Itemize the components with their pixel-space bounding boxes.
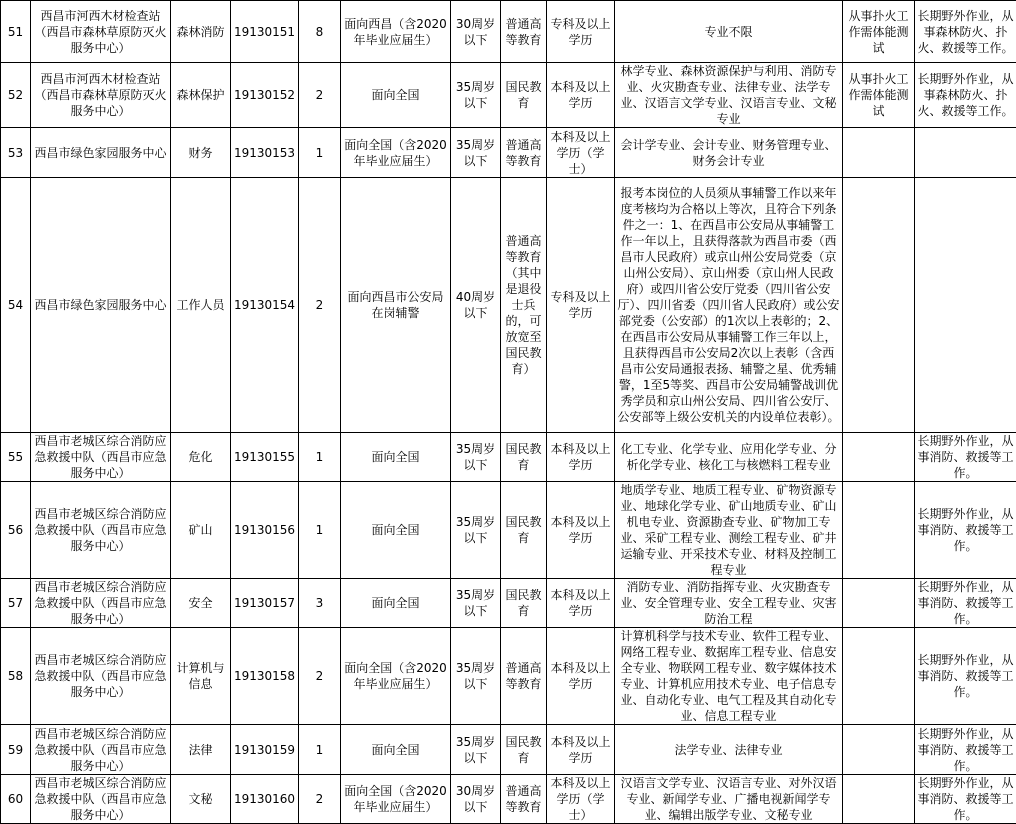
cell-education-type: 普通高等教育（其中是退役士兵的，可放宽至国民教育）: [501, 178, 547, 433]
cell-notes: 长期野外作业，从事消防、救援等工作。: [915, 725, 1016, 775]
cell-row-number: 51: [1, 1, 31, 63]
cell-post-code: 19130159: [231, 725, 299, 775]
cell-notes: 长期野外作业，从事森林防火、扑火、救援等工作。: [915, 1, 1016, 63]
cell-test: [843, 775, 915, 824]
cell-unit: 西昌市河西木材检查站（西昌市森林草原防灭火服务中心）: [31, 1, 171, 63]
cell-post-code: 19130155: [231, 433, 299, 482]
table-body: [1, 1, 1016, 824]
cell-age: 35周岁以下: [451, 482, 501, 579]
cell-scope: 面向全国（含2020年毕业应届生）: [341, 775, 451, 824]
cell-degree: 本科及以上学历（学士）: [547, 128, 615, 178]
cell-notes: [915, 178, 1016, 433]
table-row: [1, 178, 1016, 433]
cell-degree: 本科及以上学历: [547, 63, 615, 128]
cell-notes: [915, 128, 1016, 178]
cell-post-code: 19130160: [231, 775, 299, 824]
cell-degree: 本科及以上学历: [547, 433, 615, 482]
cell-row-number: 58: [1, 628, 31, 725]
cell-headcount: 3: [299, 579, 341, 628]
cell-test: [843, 579, 915, 628]
cell-post-name: 工作人员: [171, 178, 231, 433]
cell-degree: 本科及以上学历: [547, 725, 615, 775]
cell-unit: 西昌市老城区综合消防应急救援中队（西昌市应急服务中心）: [31, 628, 171, 725]
cell-notes: 长期野外作业，从事消防、救援等工作。: [915, 628, 1016, 725]
cell-notes: 长期野外作业，从事消防、救援等工作。: [915, 775, 1016, 824]
cell-scope: 面向全国: [341, 482, 451, 579]
cell-test: [843, 433, 915, 482]
cell-degree: 本科及以上学历: [547, 579, 615, 628]
cell-education-type: 国民教育: [501, 725, 547, 775]
table-row: [1, 579, 1016, 628]
cell-unit: 西昌市老城区综合消防应急救援中队（西昌市应急服务中心）: [31, 579, 171, 628]
cell-education-type: 普通高等教育: [501, 128, 547, 178]
cell-degree: 专科及以上学历: [547, 1, 615, 63]
table-row: [1, 775, 1016, 824]
cell-major: 会计学专业、会计专业、财务管理专业、财务会计专业: [615, 128, 843, 178]
cell-post-code: 19130156: [231, 482, 299, 579]
cell-age: 35周岁以下: [451, 128, 501, 178]
cell-notes: 长期野外作业，从事消防、救援等工作。: [915, 433, 1016, 482]
cell-headcount: 1: [299, 725, 341, 775]
table-row: [1, 482, 1016, 579]
cell-scope: 面向全国（含2020年毕业应届生）: [341, 628, 451, 725]
cell-post-code: 19130152: [231, 63, 299, 128]
cell-row-number: 56: [1, 482, 31, 579]
cell-post-name: 危化: [171, 433, 231, 482]
cell-major: 计算机科学与技术专业、软件工程专业、网络工程专业、数据库工程专业、信息安全专业、物联网工程专业、数字媒体技术专业、计算机应用技术专业、电子信息专业、自动化专业、电气工程及其自动化专业、信息工程专业: [615, 628, 843, 725]
cell-post-code: 19130154: [231, 178, 299, 433]
cell-age: 35周岁以下: [451, 63, 501, 128]
cell-test: 从事扑火工作需体能测试: [843, 63, 915, 128]
cell-post-name: 文秘: [171, 775, 231, 824]
cell-major: 法学专业、法律专业: [615, 725, 843, 775]
cell-post-name: 法律: [171, 725, 231, 775]
cell-scope: 面向西昌市公安局在岗辅警: [341, 178, 451, 433]
cell-major: 汉语言文学专业、汉语言专业、对外汉语专业、新闻学专业、广播电视新闻学专业、编辑出版学专业、文秘专业: [615, 775, 843, 824]
cell-post-name: 森林消防: [171, 1, 231, 63]
cell-test: [843, 482, 915, 579]
cell-degree: 专科及以上学历: [547, 178, 615, 433]
cell-post-name: 安全: [171, 579, 231, 628]
cell-row-number: 52: [1, 63, 31, 128]
cell-test: 从事扑火工作需体能测试: [843, 1, 915, 63]
table-row: [1, 63, 1016, 128]
cell-education-type: 国民教育: [501, 482, 547, 579]
cell-education-type: 普通高等教育: [501, 775, 547, 824]
cell-age: 35周岁以下: [451, 433, 501, 482]
cell-major: 地质学专业、地质工程专业、矿物资源专业、地球化学专业、矿山地质专业、矿山机电专业、资源勘查专业、矿物加工专业、采矿工程专业、测绘工程专业、矿井运输专业、开采技术专业、材料及控制工程专业: [615, 482, 843, 579]
cell-headcount: 1: [299, 482, 341, 579]
cell-headcount: 1: [299, 433, 341, 482]
cell-education-type: 国民教育: [501, 63, 547, 128]
cell-age: 30周岁以下: [451, 1, 501, 63]
cell-unit: 西昌市河西木材检查站（西昌市森林草原防灭火服务中心）: [31, 63, 171, 128]
cell-scope: 面向全国: [341, 63, 451, 128]
cell-test: [843, 628, 915, 725]
cell-notes: 长期野外作业，从事森林防火、扑火、救援等工作。: [915, 63, 1016, 128]
cell-scope: 面向全国: [341, 725, 451, 775]
cell-major: 林学专业、森林资源保护与利用、消防专业、火灾勘查专业、法律专业、法学专业、汉语言文学专业、汉语言专业、文秘专业: [615, 63, 843, 128]
cell-education-type: 普通高等教育: [501, 628, 547, 725]
cell-age: 30周岁以下: [451, 775, 501, 824]
cell-post-name: 森林保护: [171, 63, 231, 128]
cell-scope: 面向全国: [341, 579, 451, 628]
cell-education-type: 普通高等教育: [501, 1, 547, 63]
cell-degree: 本科及以上学历: [547, 482, 615, 579]
cell-scope: 面向全国（含2020年毕业应届生）: [341, 128, 451, 178]
table-row: [1, 433, 1016, 482]
cell-row-number: 55: [1, 433, 31, 482]
cell-age: 35周岁以下: [451, 628, 501, 725]
cell-unit: 西昌市绿色家园服务中心: [31, 178, 171, 433]
cell-age: 40周岁以下: [451, 178, 501, 433]
cell-post-code: 19130151: [231, 1, 299, 63]
cell-degree: 本科及以上学历: [547, 628, 615, 725]
table-row: [1, 725, 1016, 775]
cell-scope: 面向全国: [341, 433, 451, 482]
cell-headcount: 8: [299, 1, 341, 63]
table-row: [1, 128, 1016, 178]
cell-test: [843, 178, 915, 433]
cell-post-code: 19130158: [231, 628, 299, 725]
cell-row-number: 54: [1, 178, 31, 433]
cell-post-code: 19130157: [231, 579, 299, 628]
cell-unit: 西昌市老城区综合消防应急救援中队（西昌市应急服务中心）: [31, 433, 171, 482]
table-row: [1, 1, 1016, 63]
cell-test: [843, 725, 915, 775]
cell-row-number: 53: [1, 128, 31, 178]
cell-unit: 西昌市老城区综合消防应急救援中队（西昌市应急服务中心）: [31, 775, 171, 824]
cell-degree: 本科及以上学历（学士）: [547, 775, 615, 824]
cell-test: [843, 128, 915, 178]
cell-headcount: 2: [299, 63, 341, 128]
cell-education-type: 国民教育: [501, 433, 547, 482]
cell-age: 35周岁以下: [451, 725, 501, 775]
cell-headcount: 1: [299, 128, 341, 178]
cell-age: 35周岁以下: [451, 579, 501, 628]
cell-major: 消防专业、消防指挥专业、火灾勘查专业、安全管理专业、安全工程专业、灾害防治工程: [615, 579, 843, 628]
cell-education-type: 国民教育: [501, 579, 547, 628]
cell-headcount: 2: [299, 775, 341, 824]
cell-post-name: 财务: [171, 128, 231, 178]
cell-post-code: 19130153: [231, 128, 299, 178]
cell-row-number: 59: [1, 725, 31, 775]
cell-unit: 西昌市绿色家园服务中心: [31, 128, 171, 178]
cell-scope: 面向西昌（含2020年毕业应届生）: [341, 1, 451, 63]
cell-headcount: 2: [299, 628, 341, 725]
cell-row-number: 60: [1, 775, 31, 824]
cell-major: 报考本岗位的人员须从事辅警工作以来年度考核均为合格以上等次，且符合下列条件之一：1、在西昌市公安局从事辅警工作一年以上，且获得落款为西昌市委（西昌市人民政府）或京山州公安局党委（京山州公安局）、京山州委（京山州人民政府）或四川省公安厅党委（四川省公安厅）、四川省委（四川省人民政府）或公安部党委（公安部）的1次以上表彰的；2、在西昌市公安局从事辅警工作三年以上，且获得西昌市公安局2次以上表彰（含西昌市公安局通报表扬、辅警之星、优秀辅警，1至5等奖、西昌市公安局辅警战训优秀学员和京山州公安局、四川省公安厅、公安部等上级公安机关的内设单位表彰）。: [615, 178, 843, 433]
cell-notes: 长期野外作业，从事消防、救援等工作。: [915, 482, 1016, 579]
cell-major: 化工专业、化学专业、应用化学专业、分析化学专业、核化工与核燃料工程专业: [615, 433, 843, 482]
cell-post-name: 矿山: [171, 482, 231, 579]
cell-row-number: 57: [1, 579, 31, 628]
cell-notes: 长期野外作业，从事消防、救援等工作。: [915, 579, 1016, 628]
cell-major: 专业不限: [615, 1, 843, 63]
cell-headcount: 2: [299, 178, 341, 433]
cell-unit: 西昌市老城区综合消防应急救援中队（西昌市应急服务中心）: [31, 482, 171, 579]
cell-post-name: 计算机与信息: [171, 628, 231, 725]
cell-unit: 西昌市老城区综合消防应急救援中队（西昌市应急服务中心）: [31, 725, 171, 775]
table-row: [1, 628, 1016, 725]
